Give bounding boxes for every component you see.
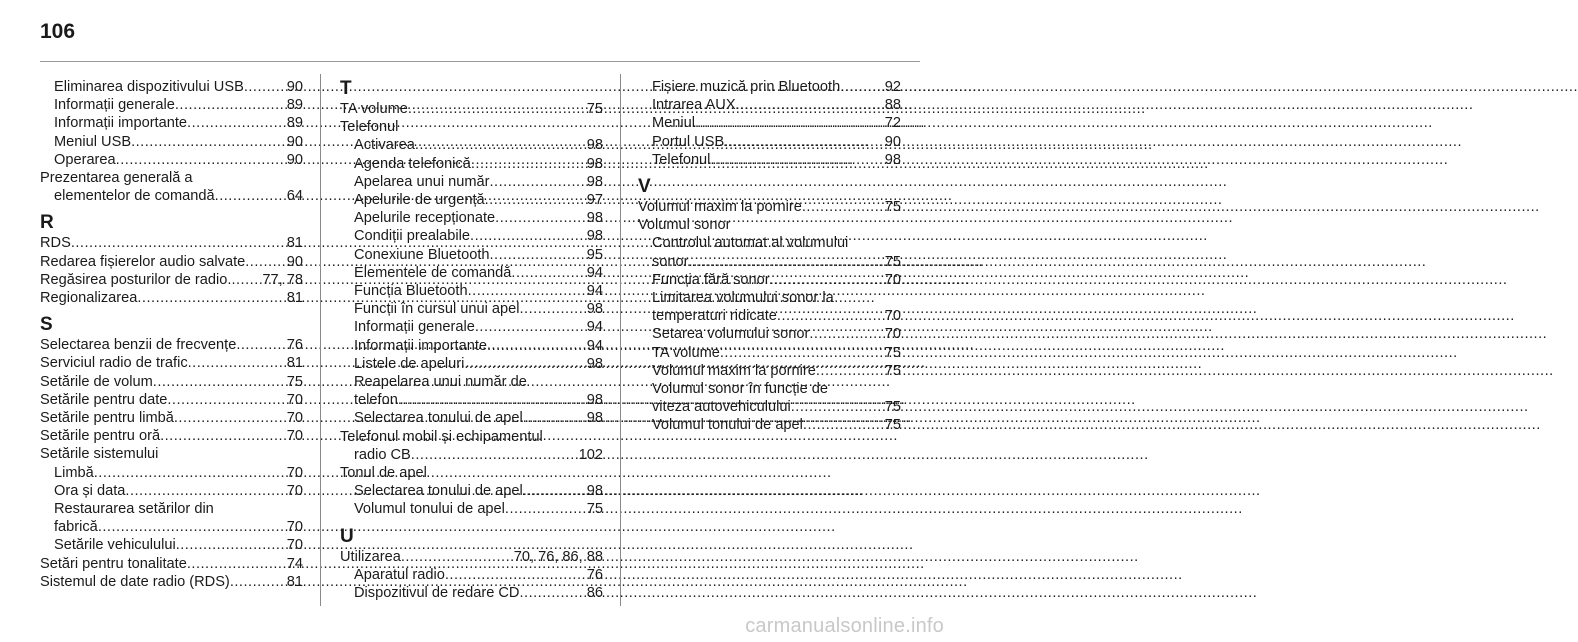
index-entry xyxy=(40,482,303,500)
index-entry-page: 90 xyxy=(286,133,303,150)
index-entry-page: 75 xyxy=(884,399,901,416)
index-entry-page: 88 xyxy=(884,97,901,114)
index-entry xyxy=(638,344,901,362)
index-entry-page: 98 xyxy=(586,210,603,227)
dot-leader xyxy=(94,464,286,482)
index-entry-page: 70 xyxy=(286,464,303,481)
dot-leader xyxy=(244,78,286,96)
index-entry-page: 94 xyxy=(586,319,603,336)
index-entry-label: viteza autovehiculului xyxy=(652,399,791,416)
index-entry xyxy=(40,391,303,409)
index-entry-page: 94 xyxy=(586,337,603,354)
index-heading: Prezentarea generală a xyxy=(40,170,193,187)
index-entry-page: 70 xyxy=(286,410,303,427)
index-entry-label: RDS xyxy=(40,235,71,252)
index-entry xyxy=(340,548,603,566)
index-entry-label: Ora și data xyxy=(54,482,126,499)
index-entry xyxy=(40,253,303,271)
index-entry-page: 90 xyxy=(286,253,303,270)
dot-leader xyxy=(803,416,884,434)
dot-leader xyxy=(408,100,586,118)
index-entry-label: Meniul USB xyxy=(54,133,132,150)
index-entry xyxy=(40,289,303,307)
index-entry-label: Volumul maxim la pornire xyxy=(652,362,816,379)
index-entry-page: 81 xyxy=(286,290,303,307)
index-entry xyxy=(340,355,603,373)
index-entry-label: Selectarea benzii de frecvențe xyxy=(40,337,237,354)
index-entry-page: 70, 76, 86, 88 xyxy=(513,548,603,565)
index-entry-page: 75 xyxy=(586,101,603,117)
index-entry-page: 92 xyxy=(884,79,901,95)
index-entry xyxy=(340,191,603,209)
index-entry-label: Apelarea unui număr xyxy=(354,173,490,190)
index-entry-page: 98 xyxy=(586,410,603,427)
index-entry xyxy=(40,464,303,482)
index-column-3 xyxy=(638,78,901,435)
index-entry xyxy=(340,409,603,427)
index-entry xyxy=(40,133,303,151)
index-entry-page: 70 xyxy=(286,391,303,408)
index-entry xyxy=(340,584,603,602)
index-entry xyxy=(40,336,303,354)
index-entry-label: Portul USB xyxy=(652,133,725,150)
column-divider xyxy=(620,74,621,606)
index-column-1 xyxy=(40,78,303,591)
dot-leader xyxy=(802,198,884,216)
dot-leader xyxy=(131,133,286,151)
index-entry-label: Utilizarea xyxy=(340,548,401,565)
dot-leader xyxy=(470,227,586,245)
dot-leader xyxy=(230,573,286,591)
index-entry-page: 94 xyxy=(586,283,603,300)
index-entry-label: Funcția fără sonor xyxy=(652,271,770,288)
index-entry-label: Informații importante xyxy=(354,337,488,354)
index-entry-page: 98 xyxy=(884,151,901,168)
dot-leader xyxy=(816,362,884,380)
index-entry-page: 70 xyxy=(884,308,901,325)
dot-leader xyxy=(471,155,586,173)
index-entry-page: 72 xyxy=(884,115,901,132)
index-entry-label: Intrarea AUX xyxy=(652,97,736,114)
dot-leader xyxy=(519,300,585,318)
index-entry xyxy=(40,96,303,114)
index-entry xyxy=(638,398,901,416)
index-entry xyxy=(40,427,303,445)
dot-leader xyxy=(495,209,586,227)
index-entry-page: 70 xyxy=(884,326,901,343)
index-entry-page: 70 xyxy=(286,482,303,499)
index-entry-page: 98 xyxy=(586,155,603,172)
index-entry xyxy=(40,114,303,132)
dot-leader xyxy=(695,114,884,132)
dot-leader xyxy=(689,253,884,271)
index-entry-page: 75 xyxy=(286,373,303,390)
index-entry-page: 89 xyxy=(286,115,303,132)
index-entry xyxy=(40,234,303,252)
index-entry-page: 75 xyxy=(884,362,901,379)
index-entry xyxy=(638,253,901,271)
dot-leader xyxy=(736,96,884,114)
page-number: 106 xyxy=(40,20,76,43)
index-entry-label: Volumul tonului de apel xyxy=(354,501,505,518)
index-entry-page: 90 xyxy=(286,151,303,168)
index-entry-label: Elementele de comandă xyxy=(354,264,512,281)
index-entry xyxy=(340,482,603,500)
index-entry-page: 98 xyxy=(586,228,603,245)
column-divider xyxy=(320,74,321,606)
index-entry-label: Setările pentru date xyxy=(40,391,168,408)
index-entry-label: Setarea volumului sonor xyxy=(652,326,810,343)
dot-leader xyxy=(175,96,286,114)
index-entry xyxy=(340,227,603,245)
dot-leader xyxy=(411,446,578,464)
index-entry-page: 90 xyxy=(884,133,901,150)
index-entry-label: Regăsirea posturilor de radio. xyxy=(40,271,232,288)
index-entry-page: 94 xyxy=(586,264,603,281)
dot-leader xyxy=(505,500,586,518)
index-entry xyxy=(340,173,603,191)
index-entry xyxy=(638,133,901,151)
index-section-letter: T xyxy=(340,78,352,99)
dot-leader xyxy=(215,187,286,205)
index-entry xyxy=(638,114,901,132)
index-heading: Tonul de apel xyxy=(340,465,427,482)
index-heading: Volumul sonor xyxy=(638,217,731,234)
watermark-url: carmanualsonline.info xyxy=(745,615,944,637)
index-entry-label: Aparatul radio xyxy=(354,566,445,583)
dot-leader xyxy=(840,78,884,96)
index-entry-label: radio CB xyxy=(354,446,411,463)
index-heading: Restaurarea setărilor din xyxy=(54,501,214,518)
index-entry-page: 89 xyxy=(286,97,303,114)
index-heading: Limitarea volumului sonor la xyxy=(652,290,834,307)
index-entry-page: 64 xyxy=(286,188,303,205)
index-entry-label: Regionalizarea xyxy=(40,290,138,307)
index-entry xyxy=(40,151,303,169)
index-entry-page: 76 xyxy=(286,337,303,354)
dot-leader xyxy=(187,114,286,132)
index-entry-label: Setările pentru oră xyxy=(40,428,161,445)
index-entry xyxy=(638,78,901,96)
dot-leader xyxy=(791,398,884,416)
index-section-letter: R xyxy=(40,212,54,234)
dot-leader xyxy=(176,536,286,554)
dot-leader xyxy=(167,391,285,409)
index-entry-page: 81 xyxy=(286,235,303,252)
dot-leader xyxy=(187,555,286,573)
dot-leader xyxy=(445,566,586,584)
index-entry xyxy=(638,151,901,169)
dot-leader xyxy=(489,173,585,191)
header-rule xyxy=(40,61,920,62)
index-heading: Telefonul mobil și echipamentul xyxy=(340,428,543,445)
index-entry xyxy=(40,536,303,554)
index-entry-page: 75 xyxy=(884,199,901,216)
index-entry-label: Setările de volum xyxy=(40,373,153,390)
index-entry-label: TA volume xyxy=(652,344,720,361)
index-entry xyxy=(40,271,303,289)
index-entry-label: Serviciul radio de trafic xyxy=(40,355,188,372)
index-entry xyxy=(638,416,901,434)
index-entry xyxy=(340,337,603,355)
dot-leader xyxy=(464,355,585,373)
dot-leader xyxy=(475,318,586,336)
index-entry-page: 81 xyxy=(286,355,303,372)
dot-leader xyxy=(160,427,286,445)
index-entry-page: 98 xyxy=(586,392,603,409)
dot-leader xyxy=(125,482,285,500)
dot-leader xyxy=(724,133,884,151)
index-entry xyxy=(340,209,603,227)
dot-leader xyxy=(415,136,586,154)
index-entry-page: 97 xyxy=(586,192,603,209)
index-heading: Controlul automat al volumului xyxy=(652,235,849,252)
index-entry xyxy=(40,187,303,205)
index-entry-label: fabrică xyxy=(54,519,98,536)
index-entry-page: 74 xyxy=(286,555,303,572)
dot-leader xyxy=(523,482,586,500)
index-entry-label: Dispozitivul de redare CD xyxy=(354,585,520,602)
index-entry-page: 98 xyxy=(586,483,603,500)
index-entry-page: 77, 78 xyxy=(262,271,303,288)
index-entry xyxy=(40,518,303,536)
index-entry-label: Funcții în cursul unui apel xyxy=(354,301,520,318)
dot-leader xyxy=(116,151,286,169)
dot-leader xyxy=(188,354,286,372)
index-entry xyxy=(340,446,603,464)
index-entry xyxy=(638,271,901,289)
index-entry-page: 98 xyxy=(586,173,603,190)
index-entry-label: Meniul xyxy=(652,115,695,132)
index-entry xyxy=(340,318,603,336)
index-entry xyxy=(638,96,901,114)
index-entry-label: telefon xyxy=(354,392,398,409)
index-entry xyxy=(40,78,303,96)
index-entry-label: Limbă xyxy=(54,464,94,481)
index-heading: Reapelarea unui număr de xyxy=(354,374,527,391)
index-entry-page: 70 xyxy=(884,271,901,288)
dot-leader xyxy=(245,253,286,271)
dot-leader xyxy=(468,282,586,300)
dot-leader xyxy=(770,271,884,289)
index-entry-page: 70 xyxy=(286,519,303,536)
index-entry-label: Volumul tonului de apel xyxy=(652,417,803,434)
index-entry-label: Operarea xyxy=(54,151,116,168)
dot-leader xyxy=(777,307,884,325)
index-entry-label: TA volume xyxy=(340,101,408,117)
index-entry-page: 90 xyxy=(286,79,303,95)
index-section-letter: S xyxy=(40,314,53,336)
index-entry-label: Setări pentru tonalitate xyxy=(40,555,187,572)
index-entry-page: 98 xyxy=(586,137,603,154)
dot-leader xyxy=(519,584,585,602)
index-entry xyxy=(40,373,303,391)
index-entry-label: Condiții prealabile xyxy=(354,228,471,245)
index-entry-label: Activarea xyxy=(354,137,415,154)
index-entry xyxy=(340,300,603,318)
dot-leader xyxy=(523,409,586,427)
index-entry xyxy=(40,409,303,427)
index-entry-label: Informații generale xyxy=(54,97,175,114)
index-entry-label: Informații importante xyxy=(54,115,188,132)
dot-leader xyxy=(137,289,285,307)
index-entry xyxy=(340,136,603,154)
dot-leader xyxy=(153,373,286,391)
index-entry-page: 75 xyxy=(884,417,901,434)
dot-leader xyxy=(485,191,586,209)
index-entry xyxy=(340,246,603,264)
index-entry xyxy=(340,155,603,173)
index-entry xyxy=(40,573,303,591)
dot-leader xyxy=(236,336,285,354)
index-entry-page: 86 xyxy=(586,585,603,602)
index-heading: Setările sistemului xyxy=(40,446,159,463)
index-entry xyxy=(340,264,603,282)
index-entry-label: Listele de apeluri xyxy=(354,355,465,372)
index-entry-label: Apelurile de urgență xyxy=(354,192,485,209)
index-entry xyxy=(638,362,901,380)
index-entry-label: sonor xyxy=(652,253,689,270)
index-entry-page: 75 xyxy=(884,344,901,361)
index-entry xyxy=(40,555,303,573)
dot-leader xyxy=(98,518,286,536)
dot-leader xyxy=(71,234,286,252)
index-entry-label: Selectarea tonului de apel xyxy=(354,483,523,500)
index-heading: Volumul sonor în funcție de xyxy=(652,381,829,398)
index-entry-page: 70 xyxy=(286,428,303,445)
dot-leader xyxy=(231,271,261,289)
dot-leader xyxy=(511,264,585,282)
index-entry-label: Sistemul de date radio (RDS) xyxy=(40,573,230,590)
index-section-letter: V xyxy=(638,176,651,198)
index-entry-label: Redarea fișierelor audio salvate xyxy=(40,253,246,270)
index-entry-page: 76 xyxy=(586,566,603,583)
index-entry-label: Conexiune Bluetooth xyxy=(354,246,490,263)
index-entry-label: Setările vehiculului xyxy=(54,537,176,554)
dot-leader xyxy=(401,548,513,566)
index-entry xyxy=(340,100,603,118)
index-entry-page: 81 xyxy=(286,573,303,590)
index-entry-page: 98 xyxy=(586,355,603,372)
dot-leader xyxy=(710,151,883,169)
index-section-letter: U xyxy=(340,525,354,547)
index-column-2 xyxy=(340,78,603,602)
dot-leader xyxy=(720,344,884,362)
index-entry-label: Eliminarea dispozitivului USB xyxy=(54,79,244,95)
index-entry-label: Funcția Bluetooth xyxy=(354,283,468,300)
index-entry xyxy=(340,282,603,300)
dot-leader xyxy=(809,325,883,343)
dot-leader xyxy=(487,337,586,355)
index-entry xyxy=(638,325,901,343)
index-entry-page: 75 xyxy=(884,253,901,270)
index-entry-label: Agenda telefonică xyxy=(354,155,471,172)
index-entry-label: Volumul maxim la pornire xyxy=(638,199,802,216)
index-entry xyxy=(340,500,603,518)
index-entry xyxy=(638,307,901,325)
index-entry-label: Informații generale xyxy=(354,319,475,336)
index-entry-page: 75 xyxy=(586,501,603,518)
index-entry-label: Telefonul xyxy=(652,151,711,168)
index-entry-label: elementelor de comandă xyxy=(54,188,215,205)
index-entry-page: 95 xyxy=(586,246,603,263)
dot-leader xyxy=(490,246,586,264)
dot-leader xyxy=(174,409,286,427)
index-entry-page: 98 xyxy=(586,301,603,318)
index-entry xyxy=(40,354,303,372)
dot-leader xyxy=(398,391,586,409)
index-entry-label: temperaturi ridicate xyxy=(652,308,777,325)
index-entry xyxy=(340,566,603,584)
index-heading: Telefonul xyxy=(340,119,399,136)
index-entry-label: Fișiere muzică prin Bluetooth xyxy=(652,79,841,95)
index-entry-page: 70 xyxy=(286,537,303,554)
index-entry-label: Setările pentru limbă xyxy=(40,410,174,427)
index-entry-label: Selectarea tonului de apel xyxy=(354,410,523,427)
index-entry xyxy=(340,391,603,409)
index-entry-label: Apelurile recepționate xyxy=(354,210,496,227)
index-entry-page: 102 xyxy=(578,446,603,463)
index-entry xyxy=(638,198,901,216)
